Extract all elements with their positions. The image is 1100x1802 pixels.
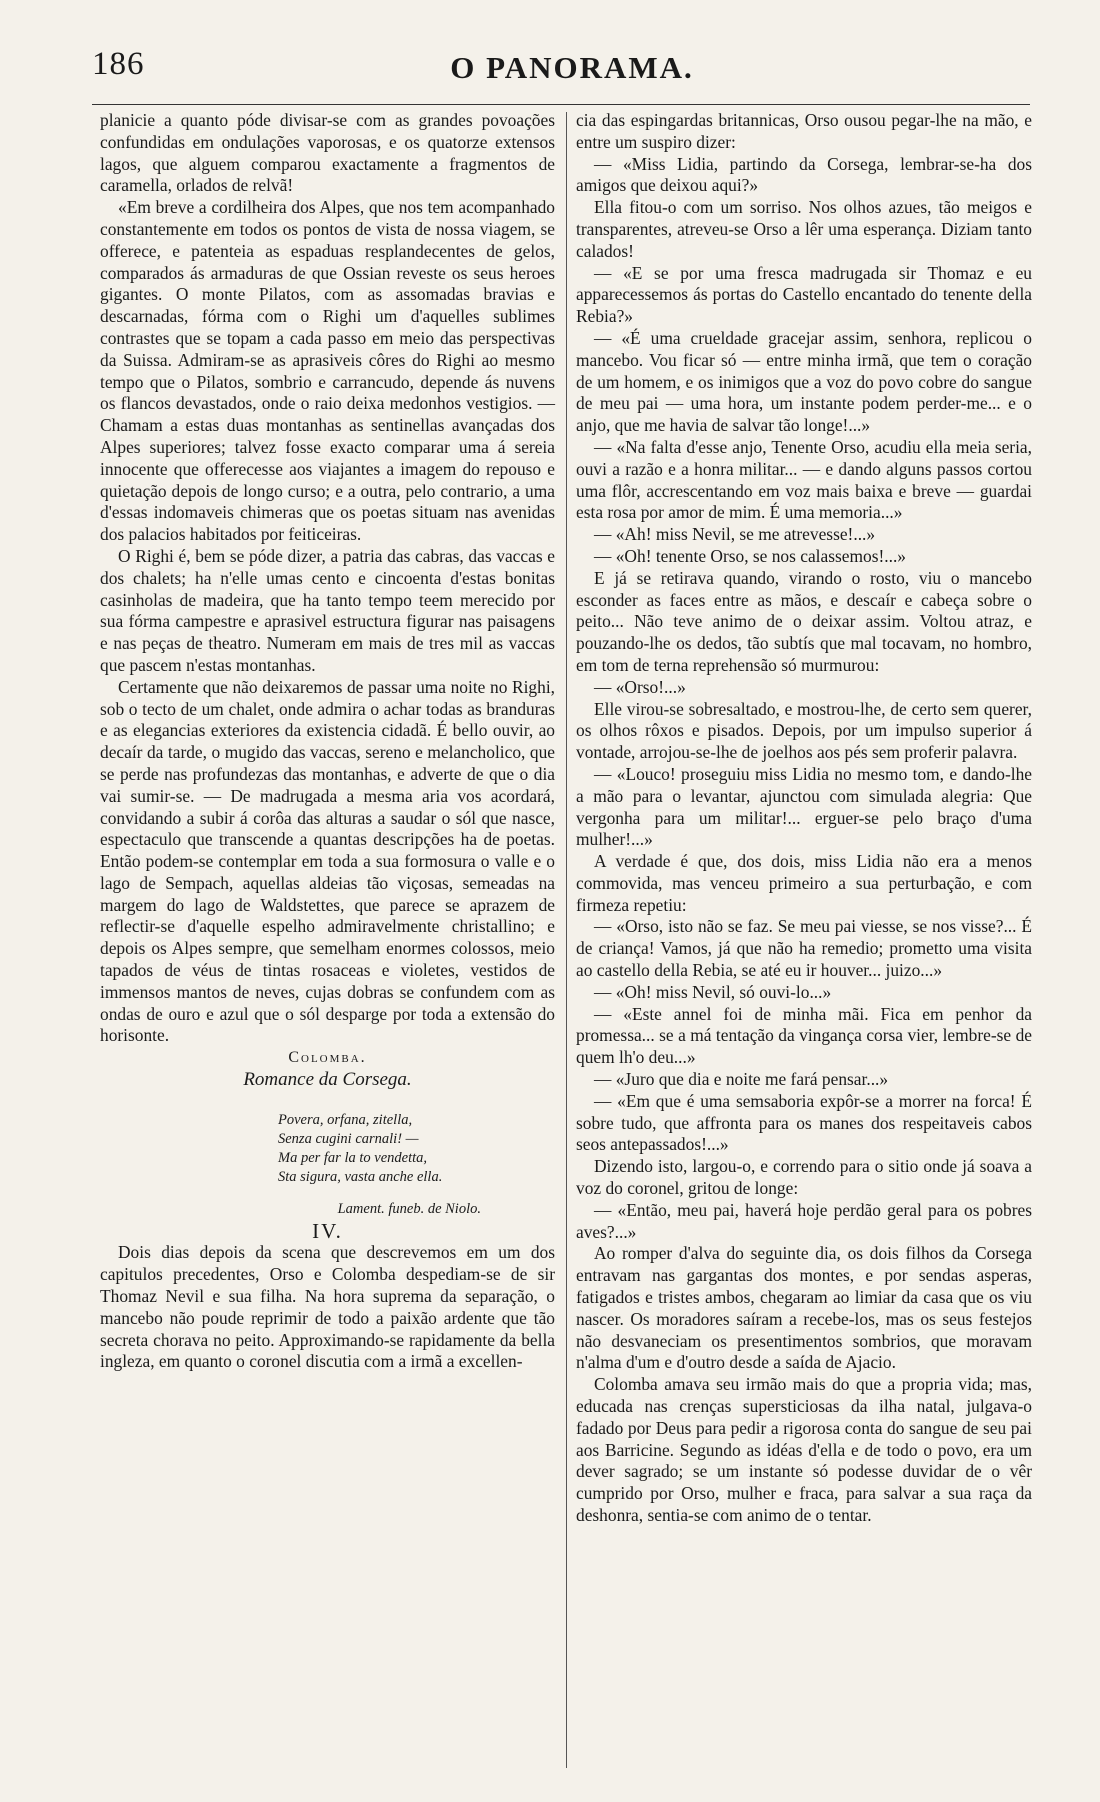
section-subtitle: Romance da Corsega. xyxy=(243,1069,412,1091)
dialogue-line: — «E se por uma fresca madrugada sir Thomaz e eu apparecessemos ás portas do Castello encantado do tenente della Rebia?» xyxy=(576,262,1032,327)
paragraph: planicie a quanto póde divisar-se com as grandes povoações confundidas em ondulações vaporosas, e os quatorze extensos lagos, que alguem comparou exactamente a fragmentos de caramella, orlados de relvã! xyxy=(100,110,555,196)
paragraph: Ao romper d'alva do seguinte dia, os dois filhos da Corsega entravam nas gargantas dos montes, e por sendas asperas, fatigados e tristes ambos, chegaram ao limiar da casa que os viu nascer. Os moradores saíram a recebe-los, mas os seus festejos não desvaneciam os presentimentos sombrios, que moravam n'alma d'um e d'outro desde a saída de Ajacio. xyxy=(576,1243,1032,1373)
paragraph: Ella fitou-o com um sorriso. Nos olhos azues, tão meigos e transparentes, atreveu-se Orso a lêr uma esperança. Diziam tanto calados! xyxy=(576,197,1032,261)
dialogue-line: — «Na falta d'esse anjo, Tenente Orso, acudiu ella meia seria, ouvi a razão e a honra militar... — e dando alguns passos cortou uma flôr, accrescentando em voz mais baixa e breve — guardai esta rosa por amor de mim. É uma memoria...» xyxy=(576,436,1032,523)
dialogue-line: — «Este annel foi de minha mãi. Fica em penhor da promessa... se a má tentação da vingança corsa vier, lembre-se de quem lh'o deu...» xyxy=(576,1003,1032,1068)
epigraph xyxy=(278,1111,555,1187)
paragraph: Dizendo isto, largou-o, e correndo para o sitio onde já soava a voz do coronel, gritou de longe: xyxy=(576,1156,1032,1199)
epigraph-source: Lament. funeb. de Niolo. xyxy=(337,1200,481,1217)
paragraph: A verdade é que, dos dois, miss Lidia não era a menos commovida, mas venceu primeiro a sua perturbação, e com firmeza repetiu: xyxy=(576,851,1032,915)
epigraph-line: Povera, orfana, zitella, xyxy=(278,1111,413,1128)
dialogue-line: — «Em que é uma semsaboria expôr-se a morrer na forca! É sobre tudo, que affronta para os manes dos respeitaveis cabos seos antepassados!...» xyxy=(576,1090,1032,1155)
paragraph: cia das espingardas britannicas, Orso ousou pegar-lhe na mão, e entre um suspiro dizer: xyxy=(576,110,1032,152)
paragraph: O Righi é, bem se póde dizer, a patria das cabras, das vaccas e dos chalets; ha n'elle umas cento e cincoenta d'estas bonitas casinholas de madeira, que ha tanto tempo teem merecido por sua fórma campestre e aprasivel estructura figurar nas paisagens e nas peças de theatro. Numeram em mais de tres mil as vaccas que pascem n'estas montanhas. xyxy=(100,545,555,675)
dialogue-line: — «Ah! miss Nevil, se me atrevesse!...» xyxy=(594,524,876,545)
paragraph: Dois dias depois da scena que descrevemos em um dos capitulos precedentes, Orso e Colomba despediam-se de sir Thomaz Nevil e sua filha. Na hora suprema da separação, o mancebo não poude reprimir de todo a paixão ardente que tão secreta chorava no peito. Approximando-se rapidamente da bella ingleza, em quanto o coronel discutia com a irmã a excellen- xyxy=(100,1242,555,1372)
dialogue-line: — «Louco! proseguiu miss Lidia no mesmo tom, e dando-lhe a mão para o levantar, ajunctou com simulada alegria: Que vergonha para um militar!... erguer-se pelo braço d'uma mulher!...» xyxy=(576,763,1032,850)
dialogue-line: — «Oh! miss Nevil, só ouvi-lo...» xyxy=(594,981,832,1002)
dialogue-line: — «É uma crueldade gracejar assim, senhora, replicou o mancebo. Vou ficar só — entre minha irmã, que tem o coração de um homem, e os inimigos que a voz do povo cobre do sangue de meu pai — uma hora, um instante podem perder-me... e o anjo, que me havia de salvar tão longe!...» xyxy=(576,327,1032,436)
epigraph-line: Sta sigura, vasta anche ella. xyxy=(278,1168,443,1185)
right-column xyxy=(576,110,1032,1527)
dialogue-line: — «Orso, isto não se faz. Se meu pai viesse, se nos visse?... É de criança! Vamos, já que não ha remedio; prometto uma visita ao castello della Rebia, se até eu ir houver... juizo...» xyxy=(576,916,1032,981)
chapter-number: IV. xyxy=(312,1218,343,1243)
dialogue-line: — «Oh! tenente Orso, se nos calassemos!...» xyxy=(594,545,906,566)
page-number: 186 xyxy=(92,46,145,82)
column-divider xyxy=(566,112,567,1768)
paragraph: Elle virou-se sobresaltado, e mostrou-lhe, de certo sem querer, os olhos rôxos e pisados. Depois, por um impulso superior á vontade, arrojou-se-lhe de joelhos aos pés sem proferir palavra. xyxy=(576,698,1032,763)
paragraph: «Em breve a cordilheira dos Alpes, que nos tem acompanhado constantemente em todos os pontos de vista de nossa viagem, se offerece, e patenteia as espaduas resplandecentes de gelos, comparados ás armaduras de que Ossian reveste os seus heroes gigantes. O monte Pilatos, com as assomadas bravias e descarnadas, fórma com o Righi um d'aquelles sublimes contrastes que se topam a cada passo em meio das perspectivas da Suissa. Admiram-se as aprasiveis côres do Righi ao mesmo tempo que o Pilatos, sombrio e carrancudo, depende ás nuvens os flancos devastados, onde o raio deixa medonhos vestigios. — Chamam a estas duas montanhas as sentinellas avançadas dos Alpes superiores; talvez fosse exacto comparar uma á sereia innocente que offerecesse aos viajantes a imagem do repouso e quietação depois de longo curso; e a outra, pelo contrario, a uma d'essas indomaveis chimeras que os poetas situam nas avenidas dos palacios habitados por feiticeiras. xyxy=(100,197,555,545)
epigraph-line: Senza cugini carnali! — xyxy=(278,1130,419,1147)
header-rule xyxy=(92,104,1030,105)
paragraph: E já se retirava quando, virando o rosto, viu o mancebo esconder as faces entre as mãos, e descaír e cabeça sobre o peito... Não teve animo de o deixar assim. Voltou atraz, e pouzando-lhe os dedos, tão subtís que mal tocavam, no hombro, em tom de terna reprehensão só murmurou: xyxy=(576,567,1032,675)
section-title: Colomba. xyxy=(288,1049,367,1067)
dialogue-line: — «Então, meu pai, haverá hoje perdão geral para os pobres aves?...» xyxy=(576,1199,1032,1242)
epigraph-line: Ma per far la to vendetta, xyxy=(278,1149,428,1166)
journal-title: O PANORAMA. xyxy=(450,50,694,85)
dialogue-line: — «Miss Lidia, partindo da Corsega, lembrar-se-ha dos amigos que deixou aqui?» xyxy=(576,153,1032,196)
left-column xyxy=(100,110,555,1373)
dialogue-line: — «Juro que dia e noite me fará pensar...» xyxy=(594,1069,889,1090)
page-header xyxy=(92,46,1052,94)
paragraph: Colomba amava seu irmão mais do que a propria vida; mas, educada nas crenças supersticiosas da ilha natal, julgava-o fadado por Deus para pedir a rigorosa conta do sangue de seu pai aos Barricine. Segundo as idéas d'ella e de todo o povo, era um dever sagrado; se um instante só podesse duvidar de o vêr cumprido por Orso, mulher e fraca, para salvar a sua raça da deshonra, sentia-se com animo de o tentar. xyxy=(576,1374,1032,1525)
paragraph: Certamente que não deixaremos de passar uma noite no Righi, sob o tecto de um chalet, onde admira o achar todas as branduras e as elegancias exteriores da existencia cidadã. É bello ouvir, ao decaír da tarde, o mugido das vaccas, sereno e melancholico, que se perde nas profundezas das montanhas, e adverte de que o dia vai sumir-se. — De madrugada a mesma aria vos acordará, convidando a subir á corôa das alturas a saudar o sól que nasce, espectaculo que transcende a quantas descripções ha de poetas. Então podem-se contemplar em toda a sua formosura o valle e o lago de Sempach, aquellas aldeias tão viçosas, semeadas na margem do lago de Waldstettes, que parece se aprazem de reflectir-se d'aquelle espelho admiravelmente christallino; e depois os Alpes sempre, que semelham enormes colossos, meio tapados de véus de tintas rosaceas e violetes, vestidos de immensos mantos de neves, cujas dobras se confundem com as ondas de ouro e azul que o sól desparge por toda a extensão do horisonte. xyxy=(100,676,555,1046)
dialogue-line: — «Orso!...» xyxy=(594,676,686,697)
